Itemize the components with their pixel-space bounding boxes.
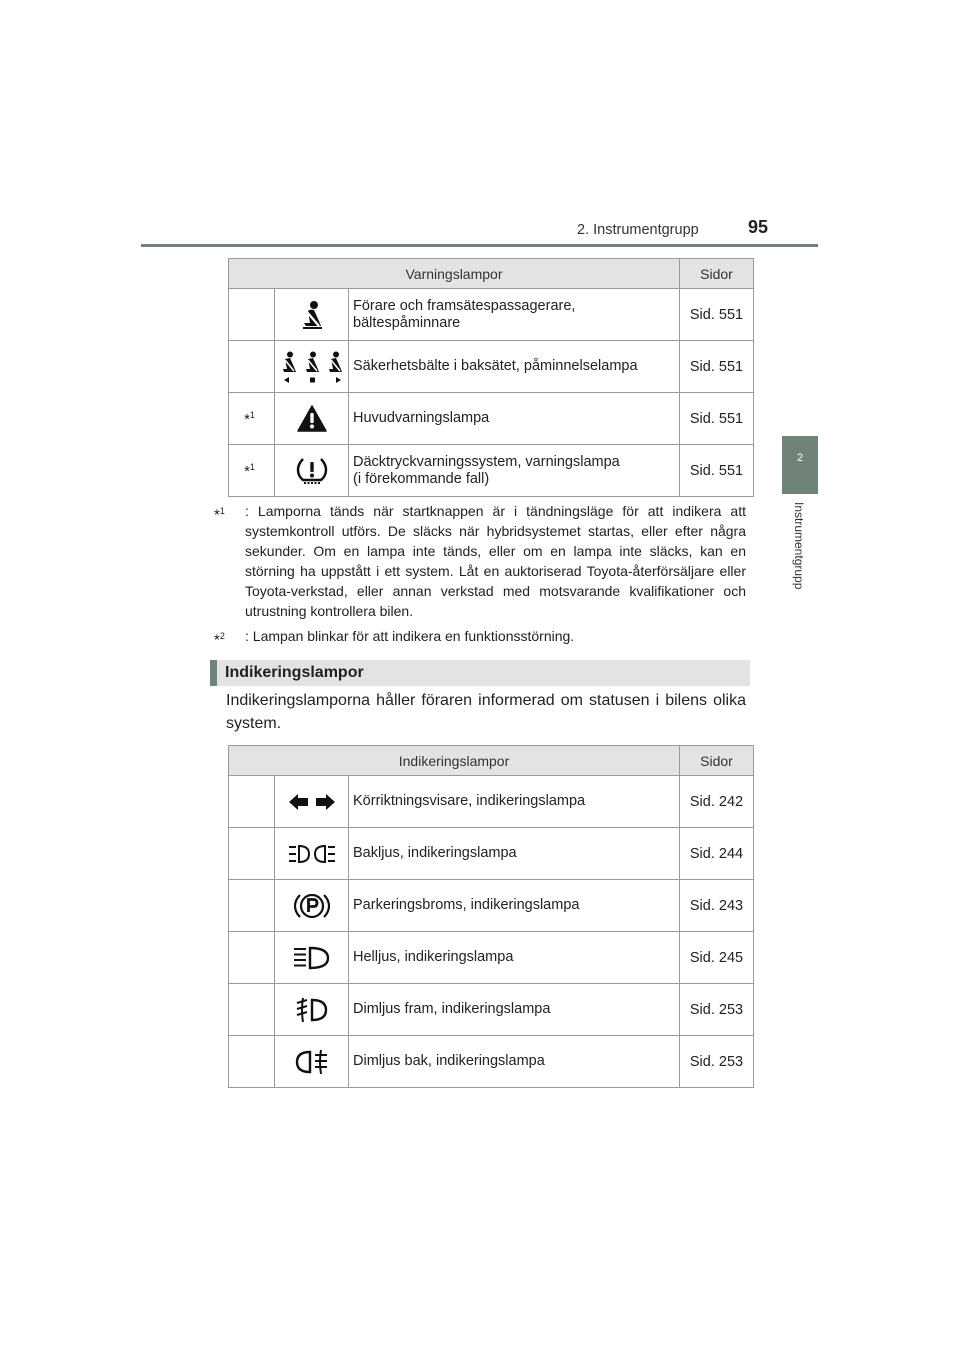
lamp-name: Parkeringsbroms, indikeringslampa — [349, 880, 680, 932]
lamp-name: Helljus, indikeringslampa — [349, 932, 680, 984]
page-ref: Sid. 243 — [680, 880, 754, 932]
seatbelt-reminder-icon — [275, 289, 349, 341]
footnote-1 — [214, 501, 746, 621]
table-row — [229, 445, 754, 497]
section-heading-title: Indikeringslampor — [225, 664, 364, 681]
page-ref: Sid. 244 — [680, 828, 754, 880]
marker-cell — [229, 776, 275, 828]
page-ref: Sid. 253 — [680, 984, 754, 1036]
master-warning-icon — [275, 393, 349, 445]
section-title: 2. Instrumentgrupp — [577, 222, 699, 238]
column-header-name: Indikeringslampor — [229, 746, 680, 776]
parking-brake-icon — [275, 880, 349, 932]
lamp-name: Däcktryckvarningssystem, varningslampa (i förekommande fall) — [349, 445, 680, 497]
footnote-marker: *$^1$ — [214, 506, 225, 524]
page-ref: Sid. 245 — [680, 932, 754, 984]
rear-seatbelt-reminder-icon — [275, 341, 349, 393]
high-beam-icon — [275, 932, 349, 984]
rear-fog-light-icon — [275, 1036, 349, 1088]
marker-cell — [229, 445, 275, 497]
marker-cell — [229, 880, 275, 932]
table-header-row — [229, 259, 754, 289]
lamp-name: Bakljus, indikeringslampa — [349, 828, 680, 880]
footnote-text: : Lampan blinkar för att indikera en funktionsstörning. — [245, 628, 575, 644]
table-row — [229, 932, 754, 984]
column-header-pages: Sidor — [680, 746, 754, 776]
marker-cell — [229, 984, 275, 1036]
table-row — [229, 984, 754, 1036]
section-intro: Indikeringslamporna håller föraren informerad om statusen i bilens olika system. — [226, 692, 746, 732]
page-ref: Sid. 253 — [680, 1036, 754, 1088]
lamp-name: Körriktningsvisare, indikeringslampa — [349, 776, 680, 828]
marker-cell — [229, 393, 275, 445]
marker-cell — [229, 932, 275, 984]
footnote-2 — [214, 626, 746, 649]
table-row — [229, 341, 754, 393]
footnote-marker: *$^1$ — [244, 461, 255, 480]
table-header-row — [229, 746, 754, 776]
table-row — [229, 289, 754, 341]
table-row — [229, 393, 754, 445]
chapter-tab — [782, 436, 818, 494]
lamp-name: Säkerhetsbälte i baksätet, påminnelselampa — [349, 341, 680, 393]
page-ref: Sid. 551 — [680, 341, 754, 393]
tail-light-icon — [275, 828, 349, 880]
footnote-text: : Lamporna tänds när startknappen är i tändningsläge för att indikera att systemkontroll utförs. De släcks när hybridsystemet startas, eller efter några sekunder. Om en lampa inte tänds, eller om en lampa inte släcks, kan en störning ha uppstått i ett system. Låt en auktoriserad Toyota-återförsäljare eller Toyota-verkstad, eller annan verkstad med motsvarande kvalifikationer och utrustning kontrollera bilen. — [245, 503, 746, 619]
marker-cell — [229, 828, 275, 880]
chapter-number: 2 — [796, 452, 804, 464]
chapter-label-text: Instrumentgrupp — [792, 502, 806, 590]
table-row — [229, 776, 754, 828]
marker-cell — [229, 1036, 275, 1088]
page-number: 95 — [748, 217, 769, 237]
lamp-name: Dimljus bak, indikeringslampa — [349, 1036, 680, 1088]
column-header-pages: Sidor — [680, 259, 754, 289]
section-accent — [210, 660, 217, 686]
chapter-label — [782, 502, 818, 662]
table-row — [229, 880, 754, 932]
marker-cell — [229, 289, 275, 341]
header-rule — [141, 244, 818, 247]
section-heading — [210, 660, 750, 686]
warning-lamps-table — [228, 258, 754, 497]
table-row — [229, 1036, 754, 1088]
lamp-name: Dimljus fram, indikeringslampa — [349, 984, 680, 1036]
marker-cell — [229, 341, 275, 393]
indicator-lamps-table — [228, 745, 754, 1088]
page-ref: Sid. 242 — [680, 776, 754, 828]
table-row — [229, 828, 754, 880]
column-header-name: Varningslampor — [229, 259, 680, 289]
lamp-name: Förare och framsätespassagerare, bältespåminnare — [349, 289, 680, 341]
footnote-marker: *$^2$ — [214, 631, 225, 649]
turn-signal-icon — [275, 776, 349, 828]
page-ref: Sid. 551 — [680, 393, 754, 445]
front-fog-light-icon — [275, 984, 349, 1036]
page-ref: Sid. 551 — [680, 445, 754, 497]
footnote-marker: *$^1$ — [244, 409, 255, 428]
tire-pressure-icon — [275, 445, 349, 497]
page-ref: Sid. 551 — [680, 289, 754, 341]
lamp-name: Huvudvarningslampa — [349, 393, 680, 445]
